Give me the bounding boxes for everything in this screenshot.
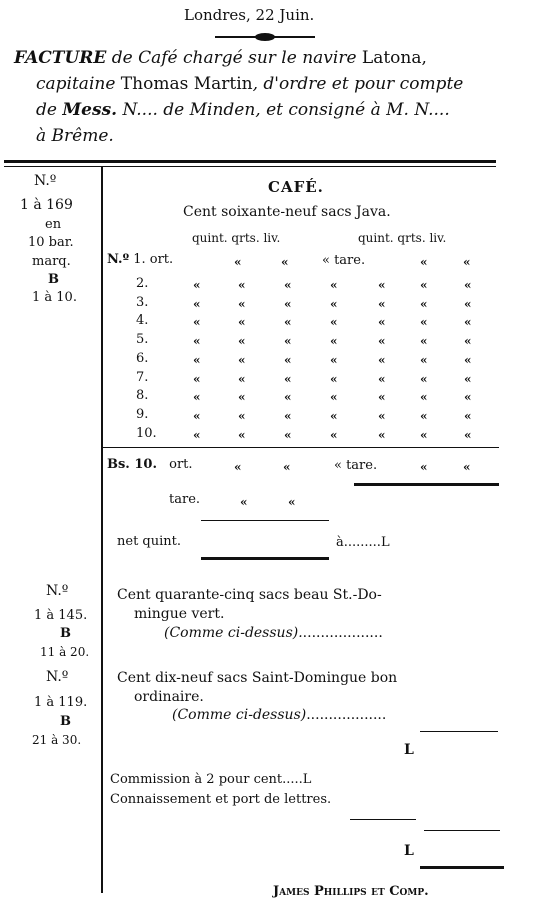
ditto-mark: « <box>464 371 472 386</box>
title-de: de <box>36 100 57 120</box>
row-1-label <box>107 252 173 267</box>
ditto-mark: « <box>378 371 386 386</box>
ditto-mark: « <box>378 315 386 330</box>
dateline: Londres, 22 Juin. <box>184 6 315 24</box>
mark-no: N.º <box>46 669 69 685</box>
title-line-2 <box>36 74 463 94</box>
ditto-mark: « <box>378 390 386 405</box>
ditto-mark: « <box>284 390 292 405</box>
ditto-mark: « <box>420 371 428 386</box>
mark-range: 1 à 169 <box>20 197 73 213</box>
row-no: N.º <box>107 252 130 267</box>
ditto-mark: « <box>378 334 386 349</box>
row-number: 9. <box>136 406 149 422</box>
ditto-mark: « <box>330 296 338 311</box>
ditto-mark: « <box>464 296 472 311</box>
ditto-mark: « <box>284 371 292 386</box>
ditto-mark: « <box>420 296 428 311</box>
cafe-subheading: Cent soixante-neuf sacs Java. <box>183 204 391 220</box>
mark-marq: marq. <box>32 254 71 269</box>
title-captain-name: Thomas Martin <box>120 74 253 94</box>
ditto-mark: « <box>193 278 201 292</box>
ditto-mark: « <box>378 352 386 367</box>
ditto-mark: « <box>283 460 291 474</box>
row-ort: ort. <box>149 252 174 267</box>
ditto-mark: « <box>284 334 292 349</box>
ditto-mark: « <box>284 408 292 423</box>
row-number: 4. <box>136 313 149 329</box>
connaissement-line: Connaissement et port de lettres. <box>110 792 332 807</box>
section-2-line-1: Cent quarante-cinq sacs beau St.-Do- <box>117 587 382 603</box>
row-number: 10. <box>136 425 157 441</box>
ditto-mark: « <box>193 296 201 311</box>
ditto-mark: « <box>464 334 472 349</box>
title-text-3: N.... de Minden, et consigné à M. N.... <box>122 100 450 120</box>
ditto-mark: « <box>420 427 428 442</box>
cols-right: quint. qrts. liv. <box>358 231 447 245</box>
row-number: 6. <box>136 350 149 366</box>
rows-separator <box>101 447 499 448</box>
ditto-mark: « <box>284 278 292 292</box>
ditto-mark: « <box>420 278 428 292</box>
ditto-mark: « <box>464 352 472 367</box>
ditto-mark: « <box>193 390 201 405</box>
ditto-mark: « <box>420 352 428 367</box>
ditto-mark: « <box>378 408 386 423</box>
ditto-mark: « <box>330 408 338 423</box>
mark-range: 1 à 119. <box>34 695 88 710</box>
ditto-mark: « <box>234 255 242 269</box>
ditto-mark: « <box>238 278 246 292</box>
mark-sub: 11 à 20. <box>40 645 90 659</box>
ditto-mark: « <box>238 371 246 386</box>
ditto-mark: « <box>464 427 472 442</box>
ditto-mark: « <box>330 352 338 367</box>
ditto-mark: « <box>463 460 471 474</box>
ditto-mark: « <box>330 334 338 349</box>
ditto-mark: « <box>464 390 472 405</box>
vertical-rule <box>101 166 103 893</box>
cols-left: quint. qrts. liv. <box>192 231 281 245</box>
ditto-mark: « <box>193 427 201 442</box>
title-line-3 <box>36 100 450 120</box>
net-label: net quint. <box>117 534 182 549</box>
ditto-mark: « <box>330 371 338 386</box>
mark-b: B <box>60 714 71 729</box>
title-text-1: de Café chargé sur le navire <box>111 48 357 68</box>
ditto-mark: « <box>284 427 292 442</box>
ditto-mark: « <box>464 408 472 423</box>
ditto-mark: « <box>378 427 386 442</box>
total-rule <box>354 483 499 486</box>
section-2-line-2: mingue vert. <box>134 606 225 622</box>
mark-b: B <box>60 626 71 641</box>
mark-no: N.º <box>34 173 57 189</box>
title-mess: Mess. <box>62 100 118 120</box>
mark-b: B <box>48 272 59 287</box>
ditto-mark: « <box>420 390 428 405</box>
dot-leader: .................. <box>306 707 387 723</box>
row-number: 8. <box>136 388 149 404</box>
title-text-2: , d'ordre et pour compte <box>252 74 464 94</box>
ditto-mark: « <box>420 255 428 269</box>
ditto-mark: « <box>463 255 471 269</box>
commission-line: Commission à 2 pour cent.....L <box>110 772 312 787</box>
row-1-tare: « tare. <box>322 253 366 268</box>
bs-tare: « tare. <box>334 458 378 473</box>
grand-total-rule <box>420 866 504 869</box>
ditto-mark: « <box>193 371 201 386</box>
ditto-mark: « <box>193 352 201 367</box>
ditto-mark: « <box>288 495 296 509</box>
ditto-mark: « <box>330 390 338 405</box>
ditto-mark: « <box>238 390 246 405</box>
ditto-mark: « <box>193 315 201 330</box>
grand-total-l: L <box>404 843 414 859</box>
signature: James Phillips et Comp. <box>273 884 429 899</box>
ditto-mark: « <box>378 296 386 311</box>
ditto-mark: « <box>420 408 428 423</box>
bs-label: Bs. 10. <box>107 457 157 472</box>
mark-sub: 1 à 10. <box>32 290 77 305</box>
section-rule <box>420 731 498 732</box>
comme-ci-dessus: (Comme ci-dessus) <box>172 707 307 723</box>
ditto-mark: « <box>330 315 338 330</box>
tare-label: tare. <box>169 492 201 507</box>
net-rule <box>201 557 329 560</box>
ditto-mark: « <box>284 315 292 330</box>
title-facture: FACTURE <box>14 48 107 68</box>
ditto-mark: « <box>234 460 242 474</box>
row-number: 7. <box>136 369 149 385</box>
section-2-line-3 <box>164 625 383 641</box>
section-3-line-3 <box>172 707 386 723</box>
ditto-mark: « <box>238 352 246 367</box>
ornament-divider <box>215 30 315 44</box>
mark-sub: 21 à 30. <box>32 733 82 747</box>
title-line-4: à Brême. <box>36 126 114 146</box>
mark-no: N.º <box>46 583 69 599</box>
ditto-mark: « <box>464 278 472 292</box>
top-rule-thin <box>4 166 496 167</box>
mark-bar: 10 bar. <box>28 235 74 250</box>
ditto-mark: « <box>420 315 428 330</box>
title-line-1 <box>14 48 427 68</box>
ditto-mark: « <box>284 296 292 311</box>
row-number: 5. <box>136 332 149 348</box>
bs-ort: ort. <box>169 457 193 472</box>
tare-rule <box>201 520 329 521</box>
ditto-mark: « <box>284 352 292 367</box>
comme-ci-dessus: (Comme ci-dessus). <box>164 625 303 641</box>
top-rule <box>4 160 496 163</box>
subtotal-rule <box>424 830 500 831</box>
row-number: 2. <box>136 276 149 291</box>
section-3-line-2: ordinaire. <box>134 689 204 705</box>
row-num: 1. <box>133 252 146 267</box>
ditto-mark: « <box>330 427 338 442</box>
dot-leader: .................. <box>302 625 383 641</box>
ditto-mark: « <box>464 315 472 330</box>
ditto-mark: « <box>378 278 386 292</box>
ditto-mark: « <box>420 460 428 474</box>
mark-en: en <box>45 217 62 232</box>
ditto-mark: « <box>281 255 289 269</box>
mark-range: 1 à 145. <box>34 608 88 623</box>
ditto-mark: « <box>420 334 428 349</box>
row-number: 3. <box>136 294 149 310</box>
title-ship: Latona, <box>361 48 427 68</box>
net-price: à.........L <box>336 535 390 550</box>
title-capitaine: capitaine <box>36 74 116 94</box>
ditto-mark: « <box>330 278 338 292</box>
totals-bs <box>107 457 193 472</box>
ditto-mark: « <box>238 334 246 349</box>
ditto-mark: « <box>193 334 201 349</box>
cafe-heading: CAFÉ. <box>268 178 324 196</box>
ditto-mark: « <box>238 296 246 311</box>
ditto-mark: « <box>240 495 248 509</box>
ditto-mark: « <box>238 408 246 423</box>
section-total-l: L <box>404 742 414 758</box>
section-3-line-1: Cent dix-neuf sacs Saint-Domingue bon <box>117 670 398 686</box>
commission-rule <box>350 819 416 820</box>
ditto-mark: « <box>193 408 201 423</box>
ditto-mark: « <box>238 315 246 330</box>
ditto-mark: « <box>238 427 246 442</box>
